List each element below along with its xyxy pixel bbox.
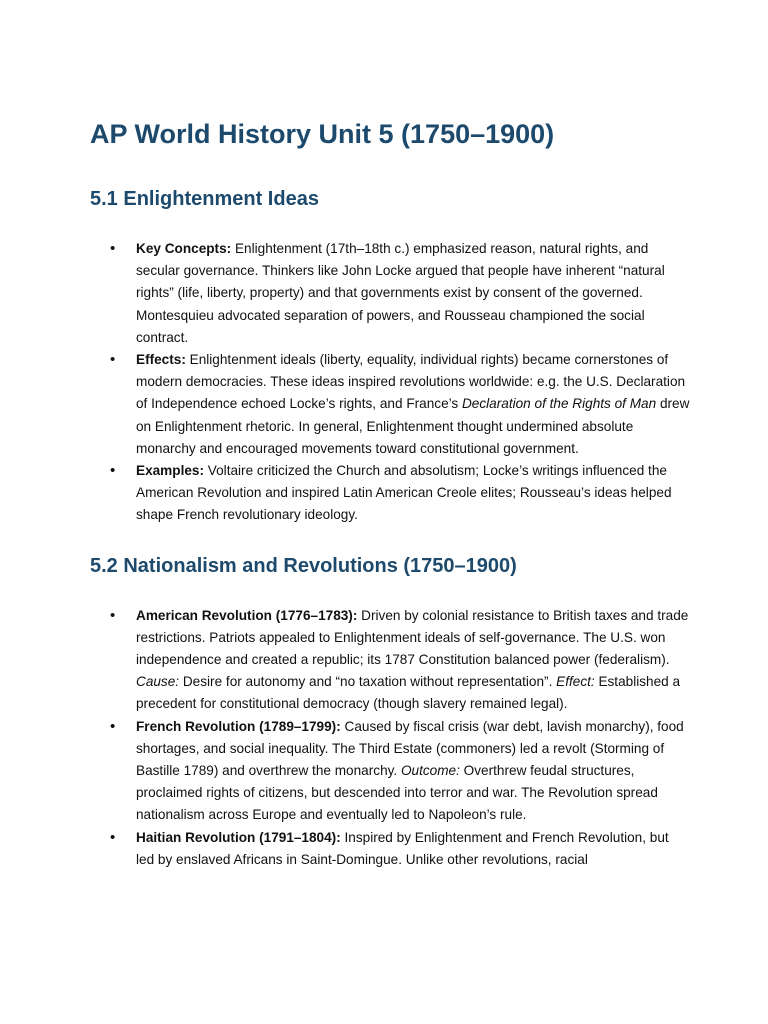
list-item-haitian-revolution: [90, 827, 690, 871]
list-item-american-revolution: [90, 605, 690, 716]
item-text: Voltaire criticized the Church and absolutism; Locke’s writings influenced the American Revolution and inspired Latin American Creole elites; Rousseau’s ideas helped shape French revolutionary ideology.: [136, 463, 672, 523]
list-item-examples: [90, 460, 690, 527]
list-item-key-concepts: [90, 238, 690, 349]
item-text: Desire for autonomy and “no taxation without representation”.: [179, 674, 557, 690]
section-heading-nationalism: 5.2 Nationalism and Revolutions (1750–1900): [90, 554, 517, 577]
item-text: Established a precedent for constitutional democracy (though slavery remained legal).: [136, 674, 681, 712]
list-item-effects: [90, 349, 690, 460]
item-label: Haitian Revolution (1791–1804):: [136, 829, 341, 845]
item-label: Effects:: [136, 352, 186, 368]
item-italic-text: Declaration of the Rights of Man: [461, 396, 657, 412]
section-heading-enlightenment: 5.1 Enlightenment Ideas: [90, 188, 319, 210]
item-label: French Revolution (1789–1799):: [136, 718, 341, 734]
revolutions-list: [90, 605, 690, 871]
item-italic-text: Outcome:: [400, 763, 460, 779]
document-body: [90, 114, 690, 895]
item-text: Inspired by Enlightenment and French Revolution, but led by enslaved Africans in Saint-Domingue. Unlike other revolutions, racial: [136, 829, 669, 867]
list-item-french-revolution: [90, 716, 690, 827]
item-text: Enlightenment (17th–18th c.) emphasized reason, natural rights, and secular governance. Thinkers like John Locke argued that people have inherent “natural rights” (life, liberty, property) and that governments exist by consent of the governed. Montesquieu advocated separation of powers, and Rousseau championed the social contract.: [136, 241, 665, 345]
enlightenment-list: [90, 238, 690, 527]
item-label: American Revolution (1776–1783):: [136, 607, 358, 623]
item-italic-text: Effect:: [556, 674, 595, 690]
item-text: Enlightenment ideals (liberty, equality, individual rights) became cornerstones of modern democracies. These ideas inspired revolutions worldwide: e.g. the U.S. Declaration of Independence echoed Locke’s rights, and France’s: [136, 352, 686, 412]
item-label: Examples:: [136, 463, 205, 479]
item-text: drew on Enlightenment rhetoric. In general, Enlightenment thought undermined absolute monarchy and encouraged movements toward constitutional government.: [136, 396, 690, 456]
item-label: Key Concepts:: [136, 241, 232, 256]
document-title: AP World History Unit 5 (1750–1900): [90, 119, 555, 149]
item-text: Driven by colonial resistance to British taxes and trade restrictions. Patriots appealed to Enlightenment ideals of self-governance. The U.S. won independence and created a republic; its 1787 Constitution balanced power (federalism).: [136, 607, 689, 668]
item-text: Caused by fiscal crisis (war debt, lavish monarchy), food shortages, and social inequality. The Third Estate (commoners) led a revolt (Storming of Bastille 1789) and overthrew the monarchy.: [136, 718, 684, 779]
item-italic-text: Cause:: [136, 674, 180, 690]
item-text: Overthrew feudal structures, proclaimed rights of citizens, but descended into terror and war. The Revolution spread nationalism across Europe and eventually led to Napoleon’s rule.: [136, 763, 658, 823]
